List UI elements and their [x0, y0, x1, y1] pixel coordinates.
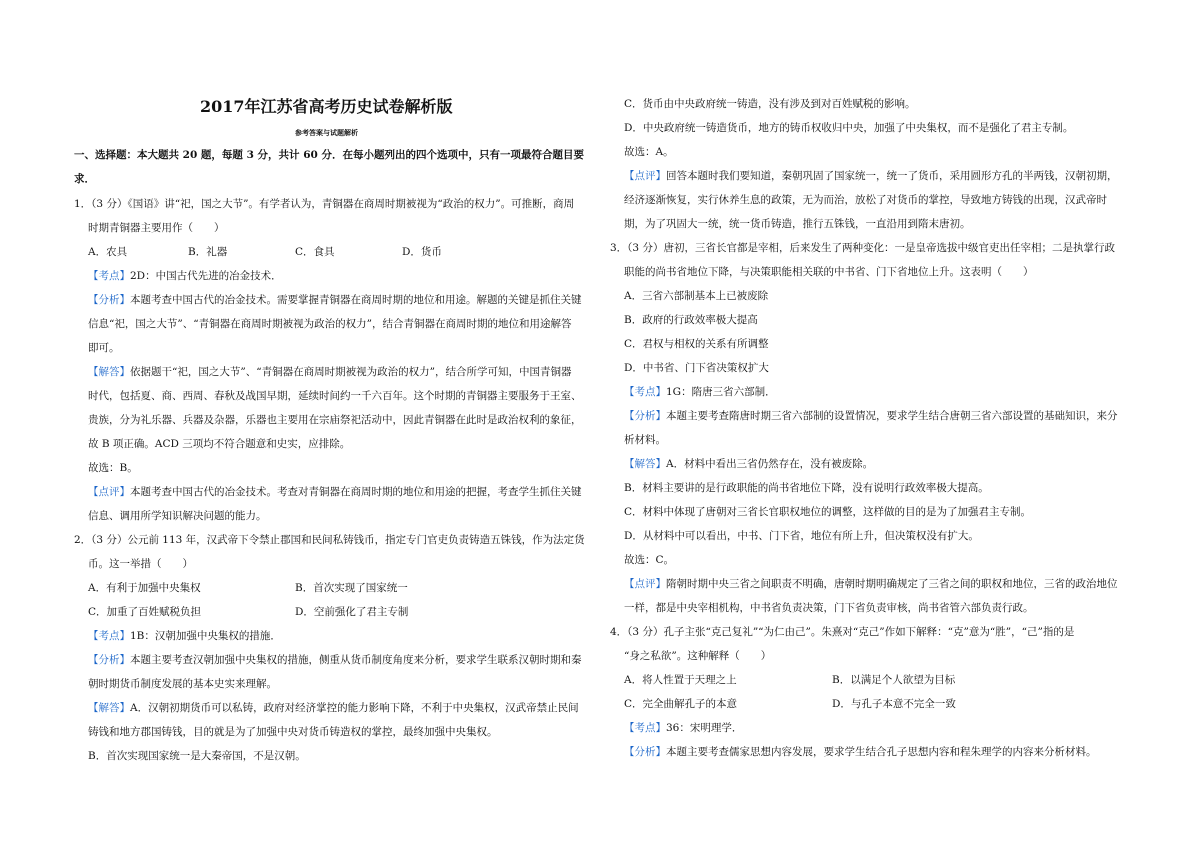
q2-option-c: C．加重了百姓赋税负担: [88, 606, 202, 618]
q1-option-a: A．农具: [88, 246, 128, 258]
q1-dianping-line1: 【点评】本题考查中国古代的冶金技术。考查对青铜器在商周时期的地位和用途的把握，考查学生抓住关键: [88, 486, 582, 498]
q3-kaodian: 【考点】1G：隋唐三省六部制．: [624, 386, 776, 398]
fenxi-tag: 【分析】: [88, 294, 130, 306]
section-heading-line2: 求．: [74, 173, 95, 185]
dianping-tag: 【点评】: [624, 170, 666, 182]
q2-stem-line1: 2．（3 分）公元前 113 年，汉武帝下令禁止郡国和民间私铸钱币，指定专门官吏负责铸造五铢钱，作为法定货: [74, 534, 585, 546]
fenxi-tag: 【分析】: [624, 746, 666, 758]
q3-option-d: D．中书省、门下省决策权扩大: [624, 362, 769, 374]
q2-answer: 故选：A。: [624, 146, 674, 158]
q2-options-row2: [88, 607, 408, 618]
q1-options: [88, 247, 442, 258]
q2-option-c-analysis: C．货币由中央政府统一铸造，没有涉及到对百姓赋税的影响。: [624, 98, 916, 110]
q1-stem-line1: 1．（3 分）《国语》讲“祀，国之大节”。有学者认为，青铜器在商周时期被视为“政治的权力”。可推断，商周: [74, 198, 575, 210]
q4-options-row1: [624, 675, 955, 686]
q1-fenxi-line2: 信息“祀，国之大节”、“青铜器在商周时期被视为政治的权力”，结合青铜器在商周时期的地位和用途解答: [88, 318, 572, 330]
dianping-tag: 【点评】: [624, 578, 666, 590]
q3-fenxi-line2: 析材料。: [624, 434, 666, 446]
kaodian-tag: 【考点】: [624, 722, 666, 734]
q2-option-d: D．空前强化了君主专制: [295, 606, 409, 618]
kaodian-tag: 【考点】: [88, 270, 130, 282]
q4-stem-line2: “身之私欲”。这种解释（ ）: [624, 650, 772, 662]
q2-jieda-line2: 铸钱和地方郡国铸钱，目的就是为了加强中央对货币铸造权的掌控，最终加强中央集权。: [88, 726, 498, 738]
q4-option-b: B．以满足个人欲望为目标: [832, 674, 956, 686]
q2-dianping-line1: 【点评】回答本题时我们要知道，秦朝巩固了国家统一，统一了货币，采用圆形方孔的半两钱，汉朝初期，: [624, 170, 1118, 182]
q3-dianping-line2: 一样，都是中央宰相机构，中书省负责决策，门下省负责审核，尚书省管六部负责行政。: [624, 602, 1034, 614]
q3-option-c: C．君权与相权的关系有所调整: [624, 338, 769, 350]
q2-kaodian: 【考点】1B：汉朝加强中央集权的措施．: [88, 630, 281, 642]
q2-option-d-analysis: D．中央政府统一铸造货币，地方的铸币权收归中央，加强了中央集权，而不是强化了君主专制。: [624, 122, 1074, 134]
q2-dianping-line3: 期，为了巩固大一统，统一货币铸造，推行五铢钱，一直沿用到隋末唐初。: [624, 218, 971, 230]
page-subtitle: 参考答案与试题解析: [295, 128, 358, 137]
dianping-tag: 【点评】: [88, 486, 130, 498]
jieda-tag: 【解答】: [88, 366, 130, 378]
q2-jieda-line1: 【解答】A．汉朝初期货币可以私铸，政府对经济掌控的能力影响下降，不利于中央集权，汉武帝禁止民间: [88, 702, 579, 714]
section-heading-line1: 一、选择题：本大题共 20 题，每题 3 分，共计 60 分．在每小题列出的四个选项中，只有一项最符合题目要: [74, 149, 584, 161]
q3-jieda-line1: 【解答】A．材料中看出三省仍然存在，没有被废除。: [624, 458, 874, 470]
q4-stem-line1: 4．（3 分）孔子主张“克己复礼”“为仁由己”。朱熹对“克己”作如下解释：“克”意为“胜”，“己”指的是: [610, 626, 1075, 638]
q2-fenxi-line2: 朝时期货币制度发展的基本史实来理解。: [88, 678, 277, 690]
q2-fenxi-line1: 【分析】本题主要考查汉朝加强中央集权的措施，侧重从货币制度角度来分析，要求学生联系汉朝时期和秦: [88, 654, 582, 666]
fenxi-tag: 【分析】: [624, 410, 666, 422]
q3-jieda-line2: B．材料主要讲的是行政职能的尚书省地位下降，没有说明行政效率极大提高。: [624, 482, 989, 494]
q3-stem-line2: 职能的尚书省地位下降，与决策职能相关联的中书省、门下省地位上升。这表明（ ）: [624, 266, 1034, 278]
q1-stem-line2: 时期青铜器主要用作（ ）: [88, 222, 225, 234]
q3-jieda-line3: C．材料中体现了唐朝对三省长官职权地位的调整，这样做的目的是为了加强君主专制。: [624, 506, 1032, 518]
jieda-tag: 【解答】: [88, 702, 130, 714]
fenxi-tag: 【分析】: [88, 654, 130, 666]
q4-fenxi-line1: 【分析】本题主要考查儒家思想内容发展，要求学生结合孔子思想内容和程朱理学的内容来分析材料。: [624, 746, 1097, 758]
q2-option-b: B．首次实现了国家统一: [295, 582, 408, 594]
q2-stem-line2: 币。这一举措（ ）: [88, 558, 193, 570]
q1-jieda-line4: 故 B 项正确。ACD 三项均不符合题意和史实，应排除。: [88, 438, 351, 450]
q3-dianping-line1: 【点评】隋朝时期中央三省之间职责不明确，唐朝时期明确规定了三省之间的职权和地位，三省的政治地位: [624, 578, 1118, 590]
q3-option-b: B．政府的行政效率极大提高: [624, 314, 758, 326]
q1-option-b: B．礼器: [188, 246, 228, 258]
jieda-tag: 【解答】: [624, 458, 666, 470]
q1-jieda-line3: 贵族，分为礼乐器、兵器及杂器，乐器也主要用在宗庙祭祀活动中，因此青铜器在此时是政治权利的象征，: [88, 414, 582, 426]
q1-answer: 故选：B。: [88, 462, 138, 474]
page-title: 2017年江苏省高考历史试卷解析版: [200, 97, 453, 116]
q1-fenxi-line1: 【分析】本题考查中国古代的冶金技术。需要掌握青铜器在商周时期的地位和用途。解题的关键是抓住关键: [88, 294, 582, 306]
q4-option-a: A．将人性置于天理之上: [624, 674, 737, 686]
q2-option-a: A．有利于加强中央集权: [88, 582, 201, 594]
q1-dianping-line2: 信息、调用所学知识解决问题的能力。: [88, 510, 267, 522]
q1-jieda-line1: 【解答】依据题干“祀，国之大节”、“青铜器在商周时期被视为政治的权力”，结合所学可知，中国青铜器: [88, 366, 572, 378]
q2-options-row1: [88, 583, 408, 594]
kaodian-tag: 【考点】: [624, 386, 666, 398]
q4-option-d: D．与孔子本意不完全一致: [832, 698, 956, 710]
q4-options-row2: [624, 699, 956, 710]
q4-kaodian: 【考点】36：宋明理学．: [624, 722, 743, 734]
q1-option-d: D．货币: [402, 246, 442, 258]
q1-option-c: C．食具: [295, 246, 335, 258]
q2-dianping-line2: 经济逐渐恢复，实行休养生息的政策，无为而治，放松了对货币的掌控，导致地方铸钱的出现，汉武帝时: [624, 194, 1107, 206]
q1-jieda-line2: 时代，包括夏、商、西周、春秋及战国早期，延续时间约一千六百年。这个时期的青铜器主要服务于王室、: [88, 390, 582, 402]
q3-option-a: A．三省六部制基本上已被废除: [624, 290, 769, 302]
q1-kaodian: 【考点】2D：中国古代先进的冶金技术．: [88, 270, 282, 282]
q1-fenxi-line3: 即可。: [88, 342, 120, 354]
q3-fenxi-line1: 【分析】本题主要考查隋唐时期三省六部制的设置情况，要求学生结合唐朝三省六部设置的基础知识，来分: [624, 410, 1118, 422]
kaodian-tag: 【考点】: [88, 630, 130, 642]
q2-jieda-line3: B．首次实现国家统一是大秦帝国，不是汉朝。: [88, 750, 306, 762]
q3-answer: 故选：C。: [624, 554, 675, 566]
q4-option-c: C．完全曲解孔子的本意: [624, 698, 738, 710]
q3-stem-line1: 3．（3 分）唐初，三省长官都是宰相，后来发生了两种变化：一是皇帝选拔中级官吏出任宰相；二是执掌行政: [610, 242, 1115, 254]
q3-jieda-line4: D．从材料中可以看出，中书、门下省，地位有所上升，但决策权没有扩大。: [624, 530, 979, 542]
